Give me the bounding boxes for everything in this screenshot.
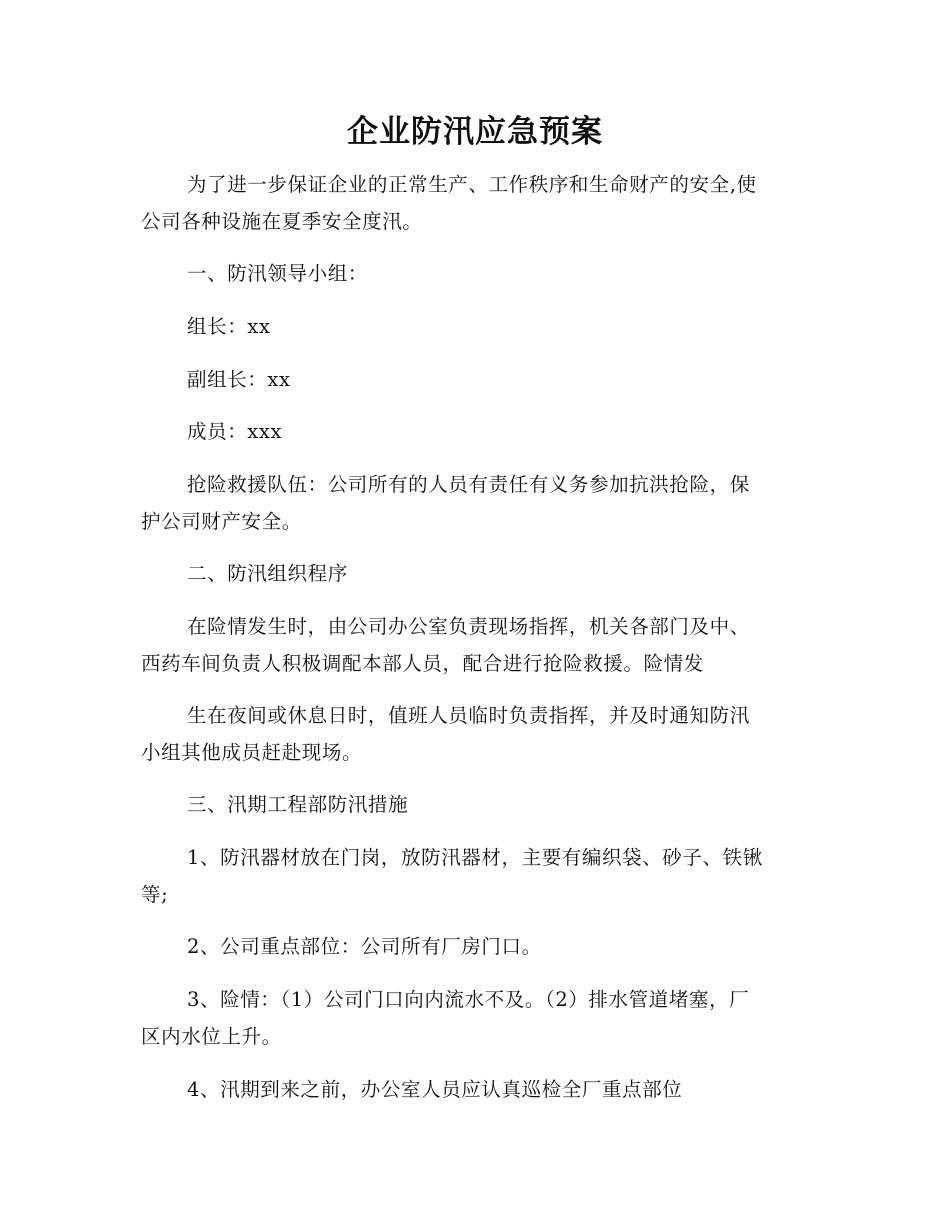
procedure-paragraph (141, 608, 821, 682)
members-line (141, 413, 821, 450)
document-title: 企业防汛应急预案 (347, 114, 603, 150)
paragraph-line: 等; (141, 883, 169, 906)
paragraph-line: 小组其他成员赶赴现场。 (141, 741, 363, 764)
deputy-leader-line (141, 361, 821, 398)
paragraph-line: 为了进一步保证企业的正常生产、工作秩序和生命财产的安全,使 (187, 173, 757, 196)
section-heading-leadership (141, 255, 821, 292)
section-heading-measures (141, 786, 821, 823)
intro-paragraph (141, 166, 821, 240)
paragraph-line: 一、防汛领导小组： (187, 262, 368, 285)
paragraph-line: 抢险救援队伍：公司所有的人员有责任有义务参加抗洪抢险，保 (187, 473, 750, 496)
paragraph-line: 西药车间负责人积极调配本部人员，配合进行抢险救援。险情发 (141, 652, 704, 675)
paragraph-line: 组长：xx (187, 315, 271, 338)
section-heading-procedure (141, 555, 821, 592)
paragraph-line: 护公司财产安全。 (141, 510, 302, 533)
paragraph-line: 三、汛期工程部防汛措施 (187, 793, 409, 816)
rescue-team-paragraph (141, 466, 821, 540)
measure-item-1 (141, 839, 821, 913)
paragraph-line: 4、汛期到来之前，办公室人员应认真巡检全厂重点部位 (187, 1078, 683, 1101)
measure-item-3 (141, 981, 821, 1055)
paragraph-line: 区内水位上升。 (141, 1025, 282, 1048)
paragraph-line: 二、防汛组织程序 (187, 562, 348, 585)
night-duty-paragraph (141, 697, 821, 771)
paragraph-line: 2、公司重点部位：公司所有厂房门口。 (187, 935, 542, 958)
paragraph-line: 公司各种设施在夏季安全度汛。 (141, 210, 423, 233)
paragraph-line: 在险情发生时，由公司办公室负责现场指挥，机关各部门及中、 (187, 615, 750, 638)
paragraph-line: 生在夜间或休息日时，值班人员临时负责指挥，并及时通知防汛 (187, 704, 750, 727)
measure-item-2 (141, 928, 821, 965)
leader-line (141, 308, 821, 345)
measure-item-4 (141, 1071, 821, 1108)
paragraph-line: 成员：xxx (187, 420, 283, 443)
paragraph-line: 副组长：xx (187, 368, 291, 391)
paragraph-line: 1、防汛器材放在门岗，放防汛器材，主要有编织袋、砂子、铁锹 (187, 846, 763, 869)
paragraph-line: 3、险情：（1）公司门口向内流水不及。（2）排水管道堵塞，厂 (187, 988, 750, 1011)
